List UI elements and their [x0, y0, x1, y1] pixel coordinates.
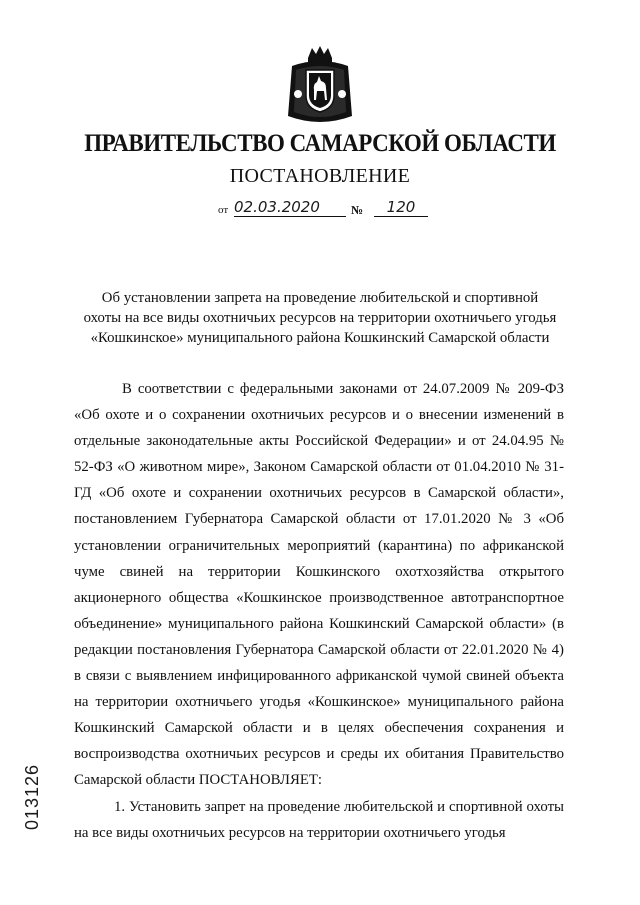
organization-title: ПРАВИТЕЛЬСТВО САМАРСКОЙ ОБЛАСТИ	[84, 130, 556, 157]
date-prefix: от	[218, 204, 229, 216]
item-1-paragraph: 1. Установить запрет на проведение любительской и спортивной охоты на все виды охотничьих ресурсов на территории охотничьего угодья	[74, 798, 564, 841]
document-subject	[70, 288, 570, 348]
document-date: 02.03.2020	[234, 198, 346, 217]
document-body	[74, 376, 564, 846]
document-type: ПОСТАНОВЛЕНИЕ	[229, 165, 411, 187]
date-number-line	[218, 196, 428, 222]
samara-coat-of-arms-icon	[286, 44, 354, 126]
number-sign: №	[351, 203, 364, 217]
side-stamp-number: 013126	[22, 763, 42, 830]
subject-line: охоты на все виды охотничьих ресурсов на территории охотничьего угодья	[83, 310, 557, 326]
subject-line: Об установлении запрета на проведение любительской и спортивной	[101, 290, 539, 306]
subject-line: «Кошкинское» муниципального района Кошкинский Самарской области	[90, 330, 550, 346]
document-number: 120	[374, 198, 428, 217]
preamble-paragraph: В соответствии с федеральными законами от 24.07.2009 № 209-ФЗ «Об охоте и о сохранении охотничьих ресурсов и о внесении изменений в отдельные законодательные акты Российской Федерации» и от 24.04.95 № 52-ФЗ «О животном мире», Законом Самарской области от 01.04.2010 № 31-ГД «Об охоте и сохранении охотничьих ресурсов в Самарской области», постановлением Губернатора Самарской области от 17.01.2020 № 3 «Об установлении ограничительных мероприятий (карантина) по африканской чуме свиней на территории Кошкинского охотхозяйства открытого акционерного общества «Кошкинское производственное автотранспортное объединение» муниципального района Кошкинский Самарской области» (в редакции постановления Губернатора Самарской области от 22.01.2020 № 4) в связи с выявлением инфицированного африканской чумой свиней объекта на территории охотничьего угодья «Кошкинское» муниципального района Кошкинский Самарской области и в целях обеспечения сохранения и воспроизводства охотничьих ресурсов и среды их обитания Правительство Самарской области ПОСТАНОВЛЯЕТ:	[74, 381, 564, 789]
